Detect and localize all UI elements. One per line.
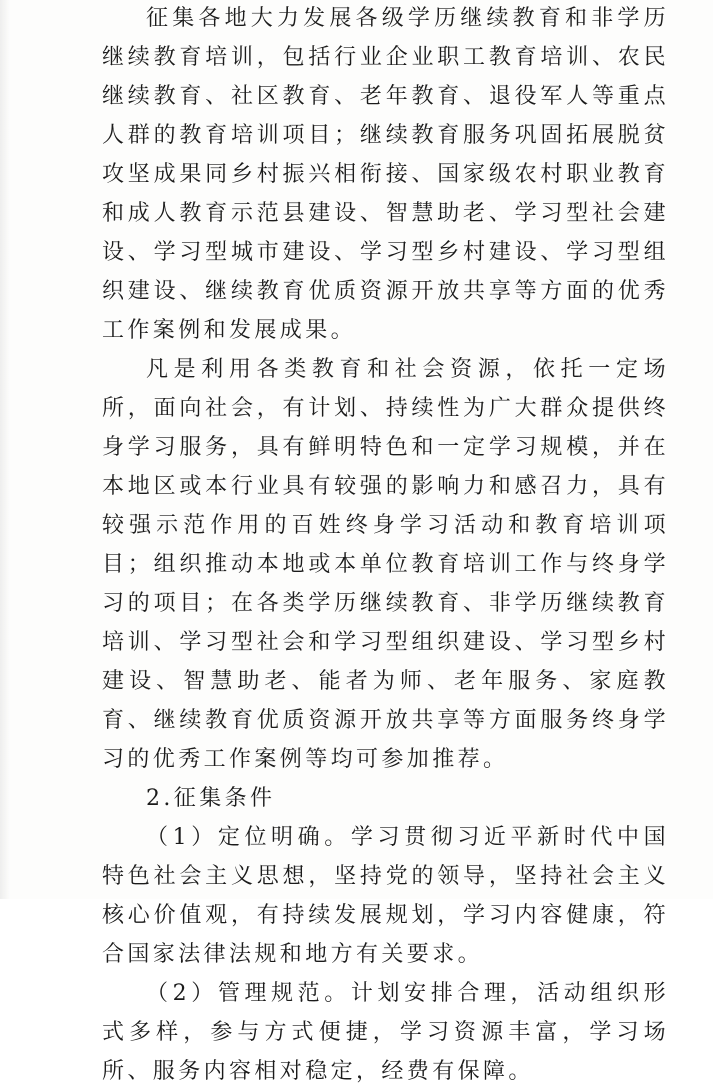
paragraph-collection-scope: 征集各地大力发展各级学历继续教育和非学历继续教育培训，包括行业企业职工教育培训、农民继续教育、社区教育、老年教育、退役军人等重点人群的教育培训项目；继续教育服务巩固拓展脱贫攻坚成果同乡村振兴相衔接、国家级农村职业教育和成人教育示范县建设、智慧助老、学习型社会建设、学习型城市建设、学习型乡村建设、学习型组织建设、继续教育优质资源开放共享等方面的优秀工作案例和发展成果。 — [102, 6, 669, 343]
section-heading-conditions: 2.征集条件 — [146, 786, 276, 811]
condition-item-1: （1）定位明确。学习贯彻习近平新时代中国特色社会主义思想，坚持党的领导，坚持社会主义核心价值观，有持续发展规划，学习内容健康，符合国家法律法规和地方有关要求。 — [102, 825, 669, 967]
paragraph-eligible-projects: 凡是利用各类教育和社会资源，依托一定场所，面向社会，有计划、持续性为广大群众提供终身学习服务，具有鲜明特色和一定学习规模，并在本地区或本行业具有较强的影响力和感召力，具有较强示范作用的百姓终身学习活动和教育培训项目；组织推动本地或本单位教育培训工作与终身学习的项目；在各类学历继续教育、非学历继续教育培训、学习型社会和学习型组织建设、学习型乡村建设、智慧助老、能者为师、老年服务、家庭教育、继续教育优质资源开放共享等方面服务终身学习的优秀工作案例等均可参加推荐。 — [102, 357, 669, 772]
condition-item-2: （2）管理规范。计划安排合理，活动组织形式多样，参与方式便捷，学习资源丰富，学习场所、服务内容相对稳定，经费有保障。 — [102, 981, 669, 1084]
